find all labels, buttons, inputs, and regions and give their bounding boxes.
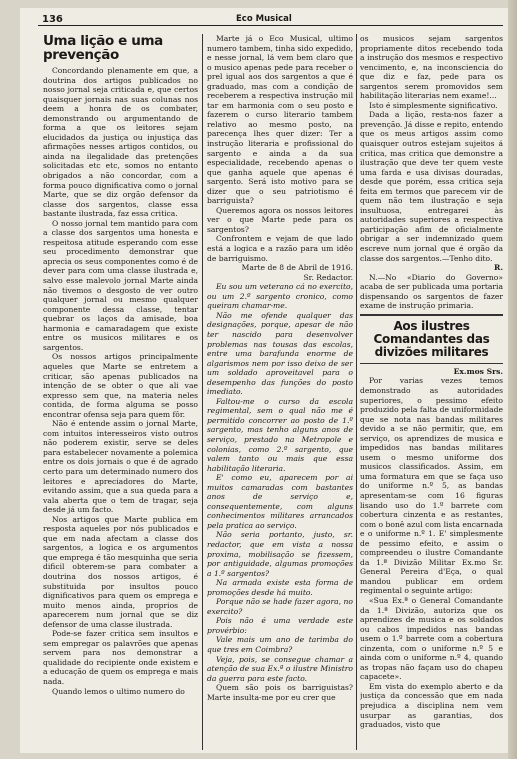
column-divider bbox=[202, 34, 203, 750]
paragraph: Queremos agora os nossos leitores ver o que Marte pede para os sargentos? bbox=[207, 205, 353, 234]
paragraph: Nos artigos que Marte publica em resposta aqueles por nós publicados e que em nada afectam a classe dos sargentos, a logica e os argumentos que emprega é tão mesquinha que seria dificil obterem-se para combater a doutrina dos nossos artigos, é substituida por insultos pouco dignificativos para quem os emprega e muito menos ainda, proprios de aparecerem num jornal que se diz defensor de uma classe ilustrada. bbox=[43, 514, 198, 629]
column-1 bbox=[43, 34, 198, 750]
paragraph: Os nossos artigos principalmente aqueles que Marte se entretem a criticar, são apenas publicados na intenção de se obter o que ali vae expresso sem que, na materia neles contida, de forma alguma se posso encontrar ofensa seja para quem fôr. bbox=[43, 352, 198, 419]
quoted-paragraph: Na armada existe esta forma de promoções desde há muito. bbox=[207, 578, 353, 597]
quoted-paragraph: Porque não se hade fazer agora, no exercito? bbox=[207, 597, 353, 616]
paragraph: os musicos sejam sargentos propriamente ditos recebendo toda a instrução dos mesmos e respectivo vencimento, e, na inconsciencia do que diz e faz, pede para os sargentos serem promovidos sem habilitação literarias nem exame!... bbox=[360, 34, 503, 101]
column-2 bbox=[207, 34, 353, 750]
column-divider bbox=[356, 34, 357, 750]
quoted-order: «Sua Ex.ª o General Comandante da 1.ª Divizão, autoriza que os aprendizes de musica e os soldados ou cabos impedidos nas bandas usem o 1.º barrete com a cobertura cinzenta, com o uniforme n.º 5 e ainda com o uniforme n.º 4, quando as tropas não façam uso do chapeu capacete». bbox=[360, 595, 503, 682]
quote-salutation: Sr. Redactor. bbox=[303, 272, 353, 282]
paragraph: Por varias vezes temos demonstrado as autoridades superiores, o pessimo efeito produzido pela falta de uniformidade que se nota nas bandas militares devido a se não permitir, que, em serviço, os aprendizes de musica e impedidos nas bandas militares usem o mesmo uniforme dos musicos classificados. Assim, em uma formatura em que se faça uso do uniforme n.º 5, as bandas apresentam-se com 16 figuras lisando uso do 1.º barrete com cobertura cinzenta e as restantes, com o bonê azul com lista encarnada e o uniforme n.º 1. E' simplesmente de pessimo efeito, e assim o compreendeu o ilustre Comandante da 1.ª Divizão Militar Ex.mo Sr. General Pereira d'Eça, o qual mandou publicar em ordem regimental o seguinte artigo: bbox=[360, 376, 503, 596]
title-rule bbox=[360, 363, 503, 364]
quoted-paragraph: Eu sou um veterano cá no exercito, ou um 2.º sargento cronico, como queiram chamar-me. bbox=[207, 282, 353, 311]
quoted-paragraph: Vale mais um ano de tarimba do que tres em Coimbra? bbox=[207, 635, 353, 654]
article-title: Aos ilustres Comandantes das divizões militares bbox=[373, 318, 490, 359]
paragraph: Confrontem e vejam de que lado está a logica e a razão para um idêo de barriguismo. bbox=[207, 234, 353, 263]
paragraph: Em vista do exemplo aberto e da justiça da concessão que em nada prejudica a disciplina nem vem usurpar as garantias, dos graduados, visto que bbox=[360, 681, 503, 730]
paragraph: Não é entende assim o jornal Marte, com intuitos interesseiros visto outros não poderem existir, serve se deles para estabelecer novamente a polemica entre os dois jornais o que é de agrado certo para um determinado numero dos leitores e apreciadores do Marte, evitando assim, que a sua queda para a vala aberta que o tem de tragar, seja desde já um facto. bbox=[43, 419, 198, 515]
quoted-paragraph: Não seria portanto, justo, sr. redactor, que em vista a nossa proxima, mobilisação se fizessem, por antiguidade, algumas promoções a 1.º sargentos? bbox=[207, 530, 353, 578]
paragraph: O nosso jornal tem mantido para com a classe dos sargentos uma honesta e respeitosa atitude esperando com esse seu procedimento demonstrar que aprecia os seus componentes como é de dever para com uma classe ilustrada e, salvo esse malevolo jornal Marte ainda não tivemos o desgosto de ver outro qualquer jornal ou mesmo qualquer componente dessa classe, tentar quebrar os laços da amisade, boa harmonia e camaradagem que existe entre os musicos militares e os sargentos. bbox=[43, 218, 198, 352]
page-number: 136 bbox=[42, 14, 63, 25]
article-title: Uma lição e uma prevenção bbox=[43, 34, 163, 63]
quoted-paragraph: E' como eu, aparecem por ai muitos camaradas com bastantes anos de serviço e, consequentemente, com alguns conhecimentos militares arrancados pela pratica ao serviço. bbox=[207, 473, 353, 530]
paragraph: Quem são pois os barriguistas? Marte insulta-me por eu crer que bbox=[207, 683, 353, 702]
paragraph: Dada a lição, resta-nos fazer a prevenção. Já disse e repito, entendo que os meus artigos assim como quaisquer outros estejam sujeitos á critica, mas critica que demonstre a ilustração que deve ter quem veste uma farda e usa divisas douradas, desde que porém, essa critica seja feita em termos que parecem vir de quem não tem ilustração e seja insultuosa, entregarei às autoridades superiores a respectiva participação afim de oficialmente obrigar a ser indemnizado quem escreve num jornal que é orgão da classe dos sargentos.—Tenho dito. bbox=[360, 110, 503, 263]
paragraph: Isto é simplesmente significativo. bbox=[369, 100, 498, 110]
paragraph: Quando lemos o ultimo numero do bbox=[52, 686, 185, 696]
section-rule bbox=[360, 314, 503, 316]
quoted-paragraph: Veja, pois, se consegue chamar a atenção de sua Ex.ª o ilustre Ministro da guerra para este facto. bbox=[207, 654, 353, 683]
paragraph: Concordando plenamente em que, a doutrina dos artigos publicados no nosso jornal seja criticada e, que certos quaisquer jornais nas suas colunas nos deem a honra de os combater, demonstrando ou argumentando de forma a que os leitores sejam elucidados da justiça ou injustiça das afirmações nesses artigos contidos, ou ainda na ilegalidade das pretenções solicitadas etc etc, somos no entanto obrigados a não concordar, com a forma pouco dignificativa como o jornal Marte, que se diz orgão defensor da classe dos sargentos, classe essa bastante ilustrada, faz essa critica. bbox=[43, 66, 198, 219]
column-3 bbox=[360, 34, 503, 750]
quoted-paragraph: Faltou-me o curso da escola regimental, sem o qual não me é permitido concorrer ao posto de 1.º sargento, mas tenho alguns anos de serviço, prestado na Metropole e colonias, como 2.º sargento, que valem tanto ou mais que essa habilitação literaria. bbox=[207, 396, 353, 473]
header-rule bbox=[38, 25, 503, 26]
salutation: Ex.mos Srs. bbox=[453, 366, 503, 376]
paragraph: Pode-se fazer critica sem insultos e sem empregar os palavrões que apenas servem para nos demonstrar a qualidade do recipiente onde existem e a educação de quem os emprega e mais nada. bbox=[43, 629, 198, 686]
author-signature: R. bbox=[494, 263, 503, 273]
quote-dateline: Marte de 8 de Abril de 1916. bbox=[241, 263, 353, 273]
quoted-paragraph: Não me ofende qualquer das designações, porque, apesar de não ter nascido para desenvolver problemas nas tousas das escolas, entre uma barafunda enorme de algarismos nem por isso deixo de ser um soldado aproveitavel para o desempenho das funções do posto imediato. bbox=[207, 310, 353, 397]
quoted-paragraph: Pois não é uma verdade este provérbio: bbox=[207, 616, 353, 635]
page-edge bbox=[508, 0, 517, 759]
journal-name: Eco Musical bbox=[236, 14, 292, 24]
paragraph: Marte já o Eco Musical, ultimo numero tambem, tinha sido expedido, e nesse jornal, lá vem bem claro que o musico apenas pede para receber o prel igual aos dos sargentos a que é graduado, mas com a condição de receberem a respectiva instrução mil tar em harmonia com o seu posto e fazerem o curso literario tambem relativo ao mesmo posto, na parecença lhes quer dizer: Ter a instrução literaria e profissional do sargento e ainda a da sua especialidade, recebendo apenas o que ganha aquele que apenas é sargento. Será isto motivo para se dizer que o seu patriotismo é barriguista? bbox=[207, 34, 353, 206]
note-paragraph: N.—No «Diario do Governo» acaba de ser publicada uma portaria dispensando os sargentos de fazer exame de instrução primaria. bbox=[360, 272, 503, 311]
